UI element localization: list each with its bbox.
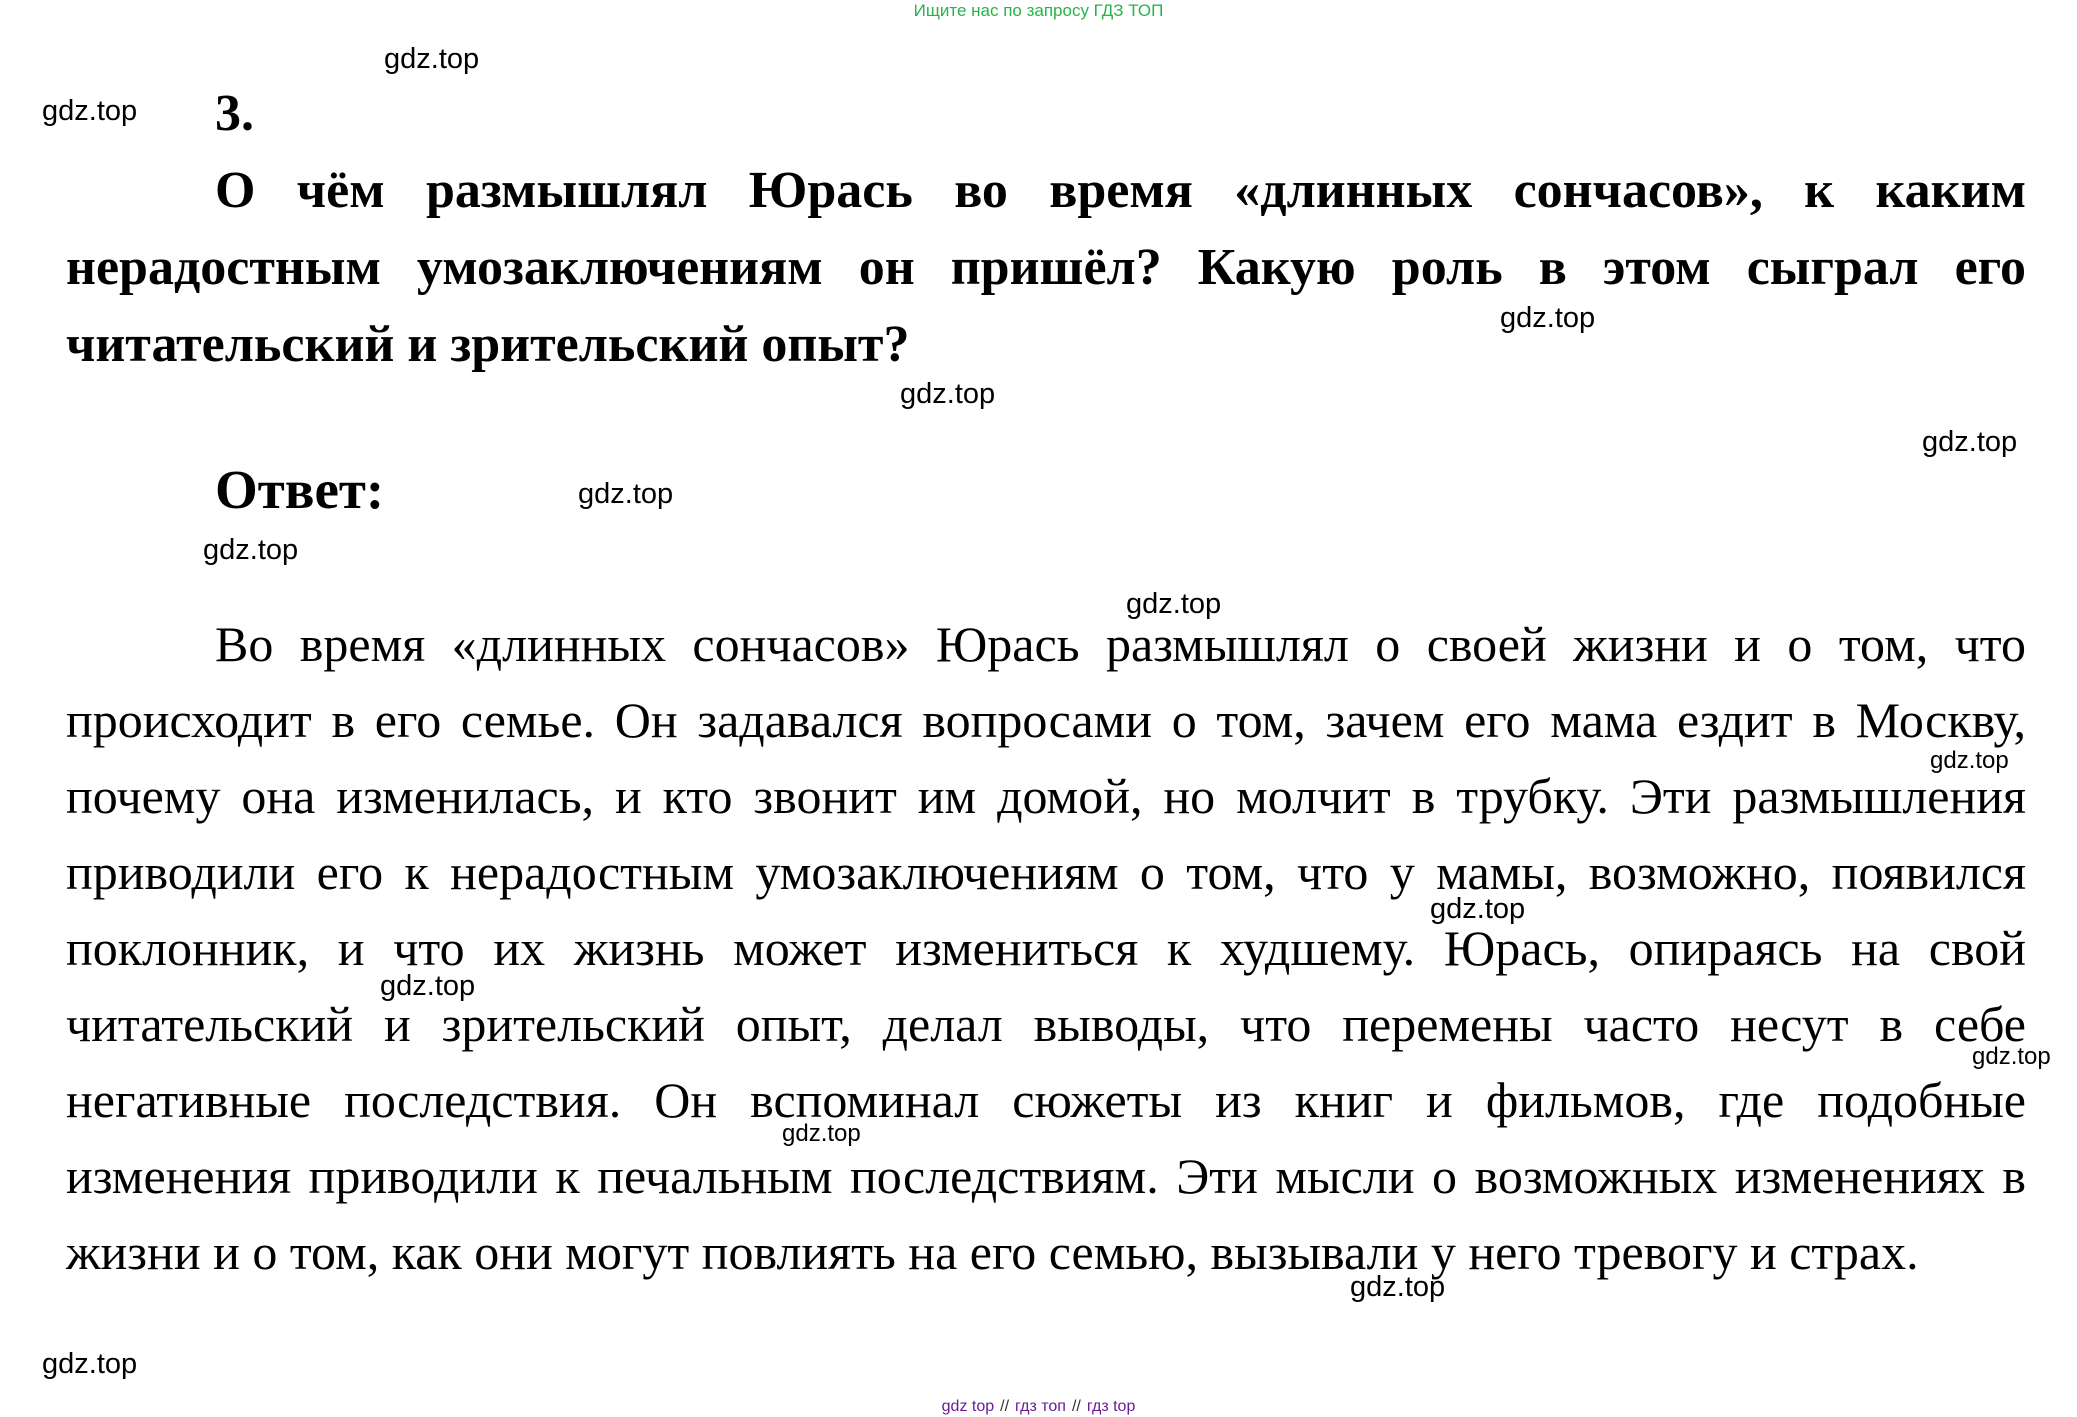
watermark: gdz.top [578, 478, 674, 510]
footer-link[interactable]: гдз топ [1015, 1398, 1066, 1415]
watermark: gdz.top [42, 95, 138, 127]
watermark: gdz.top [1430, 893, 1526, 925]
watermark: gdz.top [42, 1348, 138, 1380]
watermark: gdz.top [1930, 747, 2009, 774]
footer-separator: // [1071, 1398, 1081, 1415]
answer-text: Во время «длинных сончасов» Юрась размышлял о своей жизни и о том, что происходит в его семье. Он задавался вопросами о том, зачем его мама ездит в Москву, почему она изменилась, и кто звонит им домой, но молчит в трубку. Эти размышления приводили его к нерадостным умозаключениям о том, что у мамы, возможно, появился поклонник, и что их жизнь может измениться к худшему. Юрась, опираясь на свой читательский и зрительский опыт, делал выводы, что перемены часто несут в себе негативные последствия. Он вспоминал сюжеты из книг и фильмов, где подобные изменения приводили к печальным последствиям. Эти мысли о возможных изменениях в жизни и о том, как они могут повлиять на его семью, вызывали у него тревогу и страх. [66, 616, 2026, 1280]
footer-separator: // [1000, 1398, 1010, 1415]
task-number: 3. [215, 85, 254, 142]
watermark: gdz.top [1972, 1043, 2051, 1070]
footer-link[interactable]: gdz top [941, 1398, 995, 1415]
watermark: gdz.top [380, 970, 476, 1002]
watermark: gdz.top [1500, 302, 1596, 334]
watermark: gdz.top [782, 1120, 861, 1147]
footer-link[interactable]: гдз top [1086, 1398, 1136, 1415]
watermark: gdz.top [900, 378, 996, 410]
watermark: gdz.top [1126, 588, 1222, 620]
search-hint-banner: Ищите нас по запросу ГДЗ ТОП [913, 1, 1164, 20]
answer-label: Ответ: [215, 459, 385, 520]
watermark: gdz.top [1350, 1271, 1446, 1303]
footer-links [0, 1397, 2077, 1417]
watermark: gdz.top [203, 534, 299, 566]
watermark: gdz.top [384, 43, 480, 75]
watermark: gdz.top [1922, 426, 2018, 458]
question-text: О чём размышлял Юрась во время «длинных сончасов», к каким нерадостным умозаключениям он пришёл? Какую роль в этом сыграл его читательский и зрительский опыт? [66, 162, 2026, 373]
